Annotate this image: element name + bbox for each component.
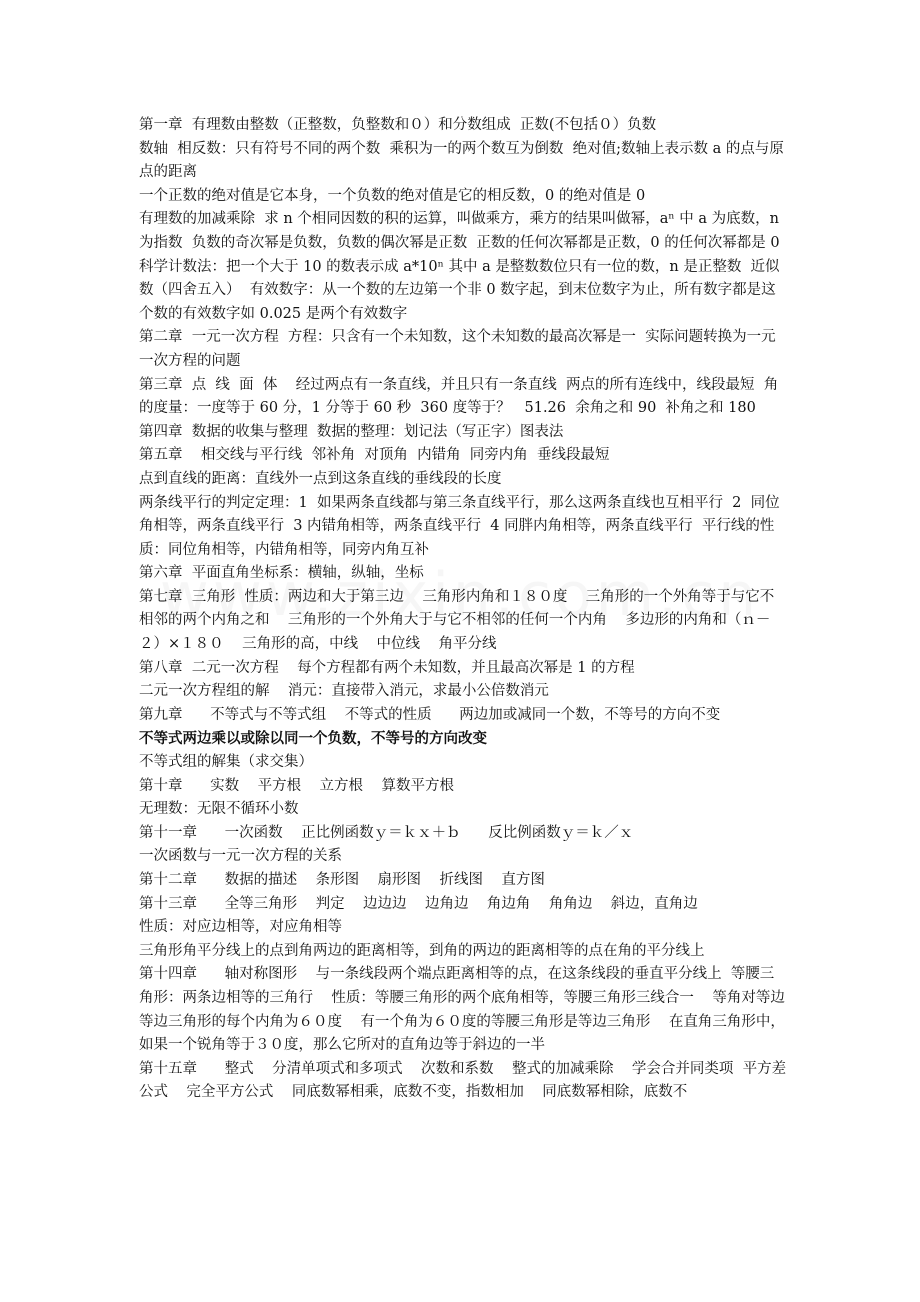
text-line: 第八章 二元一次方程 每个方程都有两个未知数，并且最高次幂是 1 的方程 <box>139 659 635 676</box>
text-line: 二元一次方程组的解 消元：直接带入消元，求最小公倍数消元 <box>139 683 549 700</box>
text-line: 第十五章 整式 分清单项式和多项式 次数和系数 整式的加减乘除 学会合并同类项 平方差公式 完全平方公式 同底数幂相乘，底数不变，指数相加 同底数幂相除，底数不 <box>139 1060 787 1101</box>
text-line: 第六章 平面直角坐标系：横轴，纵轴，坐标 <box>139 565 424 582</box>
text-line: 数轴 相反数：只有符号不同的两个数 乘积为一的两个数互为倒数 绝对值;数轴上表示数 a 的点与原点的距离 <box>139 140 784 181</box>
text-line: 两条线平行的判定定理：1 如果两条直线都与第三条直线平行，那么这两条直线也互相平行 2 同位角相等，两条直线平行 3 内错角相等，两条直线平行 4 同胖内角相等，两条直线平行 平行线的性质：同位角相等，内错角相等，同旁内角互补 <box>139 494 780 558</box>
text-line: 第十一章 一次函数 正比例函数ｙ＝ｋｘ＋ｂ 反比例函数ｙ＝ｋ／ｘ <box>139 824 634 841</box>
text-line: 一个正数的绝对值是它本身，一个负数的绝对值是它的相反数，0 的绝对值是 0 <box>139 187 646 204</box>
text-line: 第四章 数据的收集与整理 数据的整理：划记法（写正字）图表法 <box>139 423 564 440</box>
text-line: 第五章 相交线与平行线 邻补角 对顶角 内错角 同旁内角 垂线段最短 <box>139 447 610 464</box>
text-line: 性质：对应边相等，对应角相等 <box>139 919 342 936</box>
text-line: 第十二章 数据的描述 条形图 扇形图 折线图 直方图 <box>139 872 545 888</box>
text-line: 第十三章 全等三角形 判定 边边边 边角边 角边角 角角边 斜边，直角边 <box>139 895 698 912</box>
text-line: 第三章 点 线 面 体 经过两点有一条直线，并且只有一条直线 两点的所有连线中，线段最短 角的度量：一度等于 60 分，1 分等于 60 秒 360 度等于？ 51.26 余角之和 90 补角之和 180 <box>139 376 779 417</box>
text-line: 无理数：无限不循环小数 <box>139 801 299 818</box>
text-line: 有理数的加减乘除 求 n 个相同因数的积的运算，叫做乘方，乘方的结果叫做幂，aⁿ 中 a 为底数，n 为指数 负数的奇次幂是负数，负数的偶次幂是正数 正数的任何次幂都是正数，0 的任何次幂都是 0 科学计数法：把一个大于 10 的数表示成 a*10ⁿ 其中 a 是整数数位只有一位的数，n 是正整数 近似数（四舍五入） 有效数字：从一个数的左边第一个非 0 数字起，到末位数字为止，所有数字都是这个数的有效数字如 0.025 是两个有效数字 <box>139 211 789 322</box>
text-line: 不等式组的解集（求交集） <box>139 754 313 771</box>
text-line: 第十四章 轴对称图形 与一条线段两个端点距离相等的点，在这条线段的垂直平分线上 等腰三角形：两条边相等的三角行 性质：等腰三角形的两个底角相等，等腰三角形三线合一 等角对等边 等边三角形的每个内角为６０度 有一个角为６０度的等腰三角形是等边三角形 在直角三角形中，如果一个锐角等于３０度，那么它所对的直角边等于斜边的一半 <box>139 966 804 1054</box>
document-body <box>139 114 804 1105</box>
text-line: 第九章 不等式与不等式组 不等式的性质 两边加或减同一个数，不等号的方向不变 <box>139 706 721 723</box>
text-line: 第七章 三角形 性质：两边和大于第三边 三角形内角和１８０度 三角形的一个外角等于与它不相邻的两个内角之和 三角形的一个外角大于与它不相邻的任何一个内角 多边形的内角和（ｎ－２）×１８０ 三角形的高，中线 中位线 角平分线 <box>139 588 775 653</box>
text-line: 第十章 实数 平方根 立方根 算数平方根 <box>139 777 454 794</box>
text-line: 点到直线的距离：直线外一点到这条直线的垂线段的长度 <box>139 470 502 487</box>
text-line: 第一章 有理数由整数（正整数，负整数和０）和分数组成 正数(不包括０）负数 <box>139 117 657 133</box>
text-line: 第二章 一元一次方程 方程：只含有一个未知数，这个未知数的最高次幂是一 实际问题转换为一元一次方程的问题 <box>139 329 776 369</box>
text-line: 一次函数与一元一次方程的关系 <box>139 848 342 865</box>
text-line: 三角形角平分线上的点到角两边的距离相等，到角的两边的距离相等的点在角的平分线上 <box>139 942 705 959</box>
bold-text-line: 不等式两边乘以或除以同一个负数，不等号的方向改变 <box>139 730 487 748</box>
